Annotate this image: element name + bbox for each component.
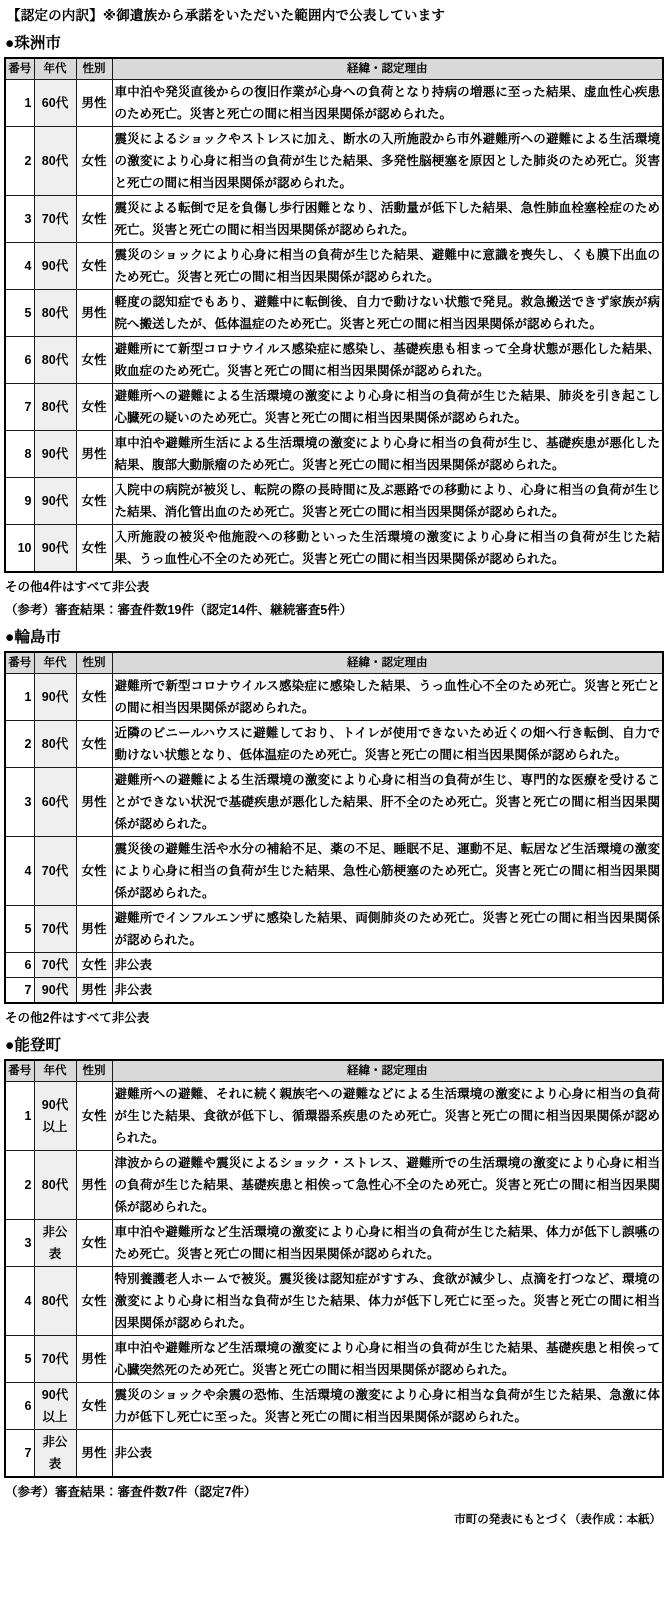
cell-age: 60代	[34, 768, 76, 837]
table-row	[5, 953, 663, 978]
cell-sex: 女性	[76, 837, 112, 906]
cell-reason: 車中泊や避難所など生活環境の激変により心身に相当の負荷が生じた結果、基礎疾患と相俟って心臓突然死のため死亡。災害と死亡の間に相当因果関係が認められた。	[112, 1336, 663, 1383]
table-row	[5, 431, 663, 478]
note-line: （参考）審査結果：審査件数19件（認定14件、継続審査5件）	[5, 603, 353, 617]
cell-age: 90代	[34, 431, 76, 478]
section-notes	[0, 1010, 670, 1027]
cell-sex: 男性	[76, 768, 112, 837]
cell-sex: 男性	[76, 290, 112, 337]
cell-reason: 震災による転倒で足を負傷し歩行困難となり、活動量が低下した結果、急性肺血栓塞栓症のため死亡。災害と死亡の間に相当因果関係が認められた。	[112, 196, 663, 243]
cell-age: 70代	[34, 1336, 76, 1383]
cell-reason: 非公表	[112, 953, 663, 978]
cell-sex: 女性	[76, 525, 112, 573]
cell-no: 4	[5, 837, 34, 906]
cell-no: 2	[5, 1151, 34, 1220]
column-header: 経緯・認定理由	[112, 58, 663, 80]
cell-no: 6	[5, 337, 34, 384]
cell-sex: 女性	[76, 384, 112, 431]
cell-reason: 軽度の認知症でもあり、避難中に転倒後、自力で動けない状態で発見。救急搬送できず家族が病院へ搬送したが、低体温症のため死亡。災害と死亡の間に相当因果関係が認められた。	[112, 290, 663, 337]
cell-age: 80代	[34, 127, 76, 196]
cell-reason: 特別養護老人ホームで被災。震災後は認知症がすすみ、食欲が減少し、点滴を打つなど、環境の激変により心身に相当な負荷が生じた結果、体力が低下し死亡に至った。災害と死亡の間に相当因果関係が認められた。	[112, 1267, 663, 1336]
cell-no: 7	[5, 1430, 34, 1478]
column-header: 性別	[76, 1060, 112, 1082]
cell-sex: 男性	[76, 80, 112, 127]
cell-no: 5	[5, 1336, 34, 1383]
cell-no: 5	[5, 290, 34, 337]
table-row	[5, 243, 663, 290]
cell-no: 3	[5, 768, 34, 837]
cell-age: 70代	[34, 953, 76, 978]
cell-age: 90代	[34, 478, 76, 525]
cell-sex: 女性	[76, 478, 112, 525]
table-row	[5, 674, 663, 721]
table-header-row	[5, 1060, 663, 1082]
cell-no: 2	[5, 721, 34, 768]
cell-no: 9	[5, 478, 34, 525]
table-row	[5, 525, 663, 573]
cell-sex: 女性	[76, 243, 112, 290]
cell-age: 60代	[34, 80, 76, 127]
cell-age: 80代	[34, 384, 76, 431]
column-header: 番号	[5, 652, 34, 674]
table-header-row	[5, 652, 663, 674]
cell-no: 1	[5, 80, 34, 127]
cell-reason: 震災によるショックやストレスに加え、断水の入所施設から市外避難所への避難による生活環境の激変により心身に相当の負荷が生じた結果、多発性脳梗塞を原因とした肺炎のため死亡。災害と死亡の間に相当因果関係が認められた。	[112, 127, 663, 196]
column-header: 年代	[34, 1060, 76, 1082]
sections-container	[0, 34, 670, 1501]
column-header: 性別	[76, 652, 112, 674]
city-section	[0, 1036, 670, 1501]
city-title: ●輪島市	[5, 629, 61, 646]
cell-age: 90代以上	[34, 1383, 76, 1430]
cell-no: 4	[5, 243, 34, 290]
cell-reason: 避難所でインフルエンザに感染した結果、両側肺炎のため死亡。災害と死亡の間に相当因果関係が認められた。	[112, 906, 663, 953]
source-note: 市町の発表にもとづく（表作成：本紙）	[454, 1514, 661, 1526]
table-row	[5, 1082, 663, 1151]
column-header: 年代	[34, 58, 76, 80]
cell-reason: 非公表	[112, 1430, 663, 1478]
cell-sex: 男性	[76, 431, 112, 478]
cell-sex: 男性	[76, 978, 112, 1004]
table-row	[5, 978, 663, 1004]
table-row	[5, 478, 663, 525]
cell-sex: 女性	[76, 337, 112, 384]
cell-reason: 車中泊や避難所生活による生活環境の激変により心身に相当の負荷が生じ、基礎疾患が悪化した結果、腹部大動脈瘤のため死亡。災害と死亡の間に相当因果関係が認められた。	[112, 431, 663, 478]
cell-age: 90代	[34, 243, 76, 290]
cell-age: 非公表	[34, 1430, 76, 1478]
section-notes	[0, 1484, 670, 1501]
column-header: 年代	[34, 652, 76, 674]
cell-sex: 女性	[76, 127, 112, 196]
cell-sex: 女性	[76, 1267, 112, 1336]
table-row	[5, 721, 663, 768]
cell-reason: 車中泊や発災直後からの復旧作業が心身への負荷となり持病の増悪に至った結果、虚血性心疾患のため死亡。災害と死亡の間に相当因果関係が認められた。	[112, 80, 663, 127]
cell-sex: 女性	[76, 196, 112, 243]
cell-no: 5	[5, 906, 34, 953]
cell-reason: 避難所への避難による生活環境の激変により心身に相当の負荷が生じた結果、肺炎を引き起こし心臓死の疑いのため死亡。災害と死亡の間に相当因果関係が認められた。	[112, 384, 663, 431]
cell-reason: 震災後の避難生活や水分の補給不足、薬の不足、睡眠不足、運動不足、転居など生活環境の激変により心身に相当の負荷が生じた結果、急性心筋梗塞のため死亡。災害と死亡の間に相当因果関係が認められた。	[112, 837, 663, 906]
city-section	[0, 628, 670, 1027]
cell-age: 90代	[34, 674, 76, 721]
table-row	[5, 1220, 663, 1267]
table-row	[5, 337, 663, 384]
cell-reason: 震災のショックにより心身に相当の負荷が生じた結果、避難中に意識を喪失し、くも膜下出血のため死亡。災害と死亡の間に相当因果関係が認められた。	[112, 243, 663, 290]
column-header: 番号	[5, 1060, 34, 1082]
cell-no: 3	[5, 1220, 34, 1267]
table-header-row	[5, 58, 663, 80]
cell-no: 2	[5, 127, 34, 196]
column-header: 経緯・認定理由	[112, 1060, 663, 1082]
column-header: 経緯・認定理由	[112, 652, 663, 674]
note-line: その他2件はすべて非公表	[5, 1011, 150, 1025]
cell-sex: 女性	[76, 674, 112, 721]
cell-no: 8	[5, 431, 34, 478]
table-row	[5, 1383, 663, 1430]
cell-age: 80代	[34, 721, 76, 768]
note-line: その他4件はすべて非公表	[5, 580, 150, 594]
cell-age: 70代	[34, 196, 76, 243]
cell-reason: 避難所への避難による生活環境の激変により心身に相当の負荷が生じ、専門的な医療を受けることができない状況で基礎疾患が悪化した結果、肝不全のため死亡。災害と死亡の間に相当因果関係が認められた。	[112, 768, 663, 837]
certification-table	[4, 1059, 664, 1478]
cell-no: 6	[5, 1383, 34, 1430]
table-row	[5, 1430, 663, 1478]
city-title: ●珠洲市	[5, 35, 61, 52]
column-header: 番号	[5, 58, 34, 80]
cell-reason: 震災のショックや余震の恐怖、生活環境の激変により心身に相当な負荷が生じた結果、急激に体力が低下し死亡に至った。災害と死亡の間に相当因果関係が認められた。	[112, 1383, 663, 1430]
table-row	[5, 1267, 663, 1336]
cell-reason: 避難所への避難、それに続く親族宅への避難などによる生活環境の激変により心身に相当の負荷が生じた結果、食欲が低下し、循環器系疾患のため死亡。災害と死亡の間に相当因果関係が認められた。	[112, 1082, 663, 1151]
table-row	[5, 384, 663, 431]
cell-reason: 入所施設の被災や他施設への移動といった生活環境の激変により心身に相当の負荷が生じた結果、うっ血性心不全のため死亡。災害と死亡の間に相当因果関係が認められた。	[112, 525, 663, 573]
table-row	[5, 906, 663, 953]
table-row	[5, 80, 663, 127]
cell-sex: 男性	[76, 906, 112, 953]
cell-sex: 男性	[76, 1336, 112, 1383]
cell-age: 80代	[34, 337, 76, 384]
cell-sex: 男性	[76, 1151, 112, 1220]
cell-age: 70代	[34, 906, 76, 953]
certification-table	[4, 651, 664, 1004]
cell-reason: 入院中の病院が被災し、転院の際の長時間に及ぶ悪路での移動により、心身に相当の負荷が生じた結果、消化管出血のため死亡。災害と死亡の間に相当因果関係が認められた。	[112, 478, 663, 525]
table-row	[5, 290, 663, 337]
cell-sex: 女性	[76, 1082, 112, 1151]
cell-sex: 女性	[76, 953, 112, 978]
cell-age: 非公表	[34, 1220, 76, 1267]
cell-sex: 男性	[76, 1430, 112, 1478]
table-row	[5, 1151, 663, 1220]
cell-age: 80代	[34, 1267, 76, 1336]
table-row	[5, 768, 663, 837]
table-row	[5, 1336, 663, 1383]
cell-age: 80代	[34, 290, 76, 337]
cell-no: 6	[5, 953, 34, 978]
city-title: ●能登町	[5, 1037, 61, 1054]
note-line: （参考）審査結果：審査件数7件（認定7件）	[5, 1485, 257, 1499]
cell-reason: 車中泊や避難所など生活環境の激変により心身に相当の負荷が生じた結果、体力が低下し誤嚥のため死亡。災害と死亡の間に相当因果関係が認められた。	[112, 1220, 663, 1267]
cell-no: 3	[5, 196, 34, 243]
cell-sex: 女性	[76, 721, 112, 768]
cell-sex: 女性	[76, 1220, 112, 1267]
table-row	[5, 127, 663, 196]
cell-no: 1	[5, 1082, 34, 1151]
city-section	[0, 34, 670, 619]
cell-age: 80代	[34, 1151, 76, 1220]
cell-no: 4	[5, 1267, 34, 1336]
table-row	[5, 196, 663, 243]
cell-reason: 避難所にて新型コロナウイルス感染症に感染し、基礎疾患も相まって全身状態が悪化した結果、敗血症のため死亡。災害と死亡の間に相当因果関係が認められた。	[112, 337, 663, 384]
page-title: 【認定の内訳】※御遺族から承諾をいただいた範囲内で公表しています	[7, 8, 446, 23]
cell-reason: 津波からの避難や震災によるショック・ストレス、避難所での生活環境の激変により心身に相当の負荷が生じた結果、基礎疾患と相俟って急性心不全のため死亡。災害と死亡の間に相当因果関係が認められた。	[112, 1151, 663, 1220]
certification-table	[4, 57, 664, 573]
cell-reason: 非公表	[112, 978, 663, 1004]
cell-reason: 近隣のビニールハウスに避難しており、トイレが使用できないため近くの畑へ行き転倒、自力で動けない状態となり、低体温症のため死亡。災害と死亡の間に相当因果関係が認められた。	[112, 721, 663, 768]
cell-no: 7	[5, 978, 34, 1004]
table-row	[5, 837, 663, 906]
cell-no: 1	[5, 674, 34, 721]
cell-age: 70代	[34, 837, 76, 906]
column-header: 性別	[76, 58, 112, 80]
cell-no: 7	[5, 384, 34, 431]
cell-no: 10	[5, 525, 34, 573]
cell-sex: 女性	[76, 1383, 112, 1430]
cell-age: 90代	[34, 525, 76, 573]
cell-age: 90代	[34, 978, 76, 1004]
cell-reason: 避難所で新型コロナウイルス感染症に感染した結果、うっ血性心不全のため死亡。災害と死亡との間に相当因果関係が認められた。	[112, 674, 663, 721]
section-notes	[0, 579, 670, 619]
cell-age: 90代以上	[34, 1082, 76, 1151]
